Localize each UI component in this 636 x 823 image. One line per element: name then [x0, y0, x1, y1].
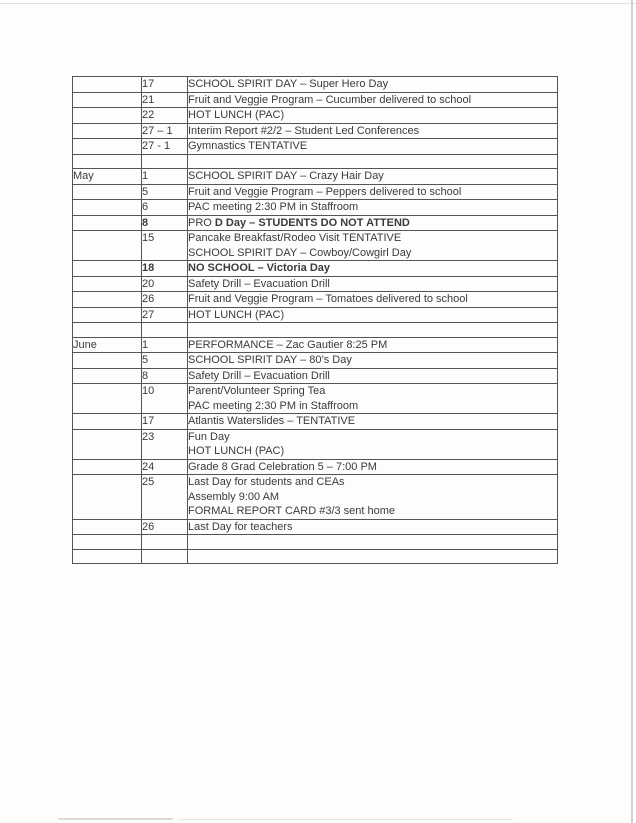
month-start-row [73, 337, 558, 353]
month-cell [73, 77, 142, 93]
scan-smudge [178, 819, 513, 820]
event-text-segment: Atlantis Waterslides – TENTATIVE [188, 415, 356, 427]
event-cell [188, 459, 558, 475]
month-cell [73, 368, 142, 384]
event-cell [188, 414, 558, 430]
event-text-segment: Gymnastics TENTATIVE [188, 140, 308, 152]
event-text-segment: HOT LUNCH (PAC) [188, 445, 285, 457]
day-cell: 18 [142, 261, 188, 277]
empty-row [73, 323, 558, 338]
month-cell [73, 123, 142, 139]
event-cell [188, 337, 558, 353]
day-cell [142, 535, 188, 550]
event-row [73, 292, 558, 308]
month-cell [73, 184, 142, 200]
day-cell: 25 [142, 475, 188, 520]
day-cell: 15 [142, 231, 188, 261]
scan-smudge [58, 818, 173, 820]
event-cell [188, 384, 558, 414]
event-line [188, 338, 557, 353]
day-cell: 5 [142, 184, 188, 200]
event-row [73, 77, 558, 93]
event-row [73, 475, 558, 520]
event-cell [188, 323, 558, 338]
month-cell [73, 200, 142, 216]
event-cell [188, 535, 558, 550]
event-cell [188, 307, 558, 323]
event-text-segment: NO SCHOOL – Victoria Day [188, 262, 331, 274]
event-cell [188, 353, 558, 369]
month-start-row [73, 169, 558, 185]
event-cell [188, 292, 558, 308]
day-cell [142, 549, 188, 564]
event-line [188, 124, 557, 139]
month-cell [73, 139, 142, 155]
day-cell: 22 [142, 108, 188, 124]
event-cell [188, 231, 558, 261]
day-cell: 27 - 1 [142, 139, 188, 155]
event-row [73, 215, 558, 231]
event-cell [188, 108, 558, 124]
event-line [188, 475, 557, 490]
day-cell: 20 [142, 276, 188, 292]
event-cell [188, 200, 558, 216]
event-text-segment: Safety Drill – Evacuation Drill [188, 277, 330, 290]
event-row [73, 184, 558, 200]
event-row [73, 519, 558, 535]
event-line [188, 353, 557, 368]
month-cell [73, 215, 142, 231]
event-text-segment: HOT LUNCH (PAC) [188, 109, 285, 121]
month-cell [73, 475, 142, 520]
event-row [73, 429, 558, 459]
event-line [188, 414, 557, 429]
calendar-table [72, 76, 558, 564]
event-line [188, 444, 557, 459]
event-cell [188, 276, 558, 292]
event-text-segment: SCHOOL SPIRIT DAY – Super Hero Day [188, 78, 389, 90]
month-cell [73, 459, 142, 475]
event-line [188, 261, 557, 276]
event-cell [188, 549, 558, 564]
month-cell [73, 414, 142, 430]
event-line [188, 93, 557, 108]
month-cell [73, 429, 142, 459]
month-cell [73, 384, 142, 414]
day-cell: 6 [142, 200, 188, 216]
month-cell: May [73, 169, 142, 185]
month-cell [73, 519, 142, 535]
month-cell [73, 261, 142, 277]
event-text-segment: PAC meeting 2:30 PM in Staffroom [188, 201, 359, 213]
event-text-segment: Fruit and Veggie Program – Tomatoes delivered to school [188, 293, 468, 305]
event-cell [188, 123, 558, 139]
empty-row [73, 549, 558, 564]
event-cell [188, 429, 558, 459]
event-text-segment: PAC meeting 2:30 PM in Staffroom [188, 399, 359, 412]
event-text-segment: Fruit and Veggie Program – Peppers delivered to school [188, 185, 462, 198]
month-cell [73, 154, 142, 169]
day-cell: 1 [142, 337, 188, 353]
event-row [73, 384, 558, 414]
day-cell: 8 [142, 215, 188, 231]
event-row [73, 108, 558, 124]
day-cell: 21 [142, 92, 188, 108]
month-cell [73, 307, 142, 323]
month-cell [73, 231, 142, 261]
event-text-segment: FORMAL REPORT CARD #3/3 sent home [188, 505, 396, 517]
event-row [73, 353, 558, 369]
day-cell [142, 323, 188, 338]
month-cell [73, 108, 142, 124]
month-cell: June [73, 337, 142, 353]
event-row [73, 139, 558, 155]
event-text-segment: PRO [188, 216, 215, 229]
event-text-segment: PERFORMANCE – Zac Gautier 8:25 PM [188, 338, 388, 351]
month-cell [73, 535, 142, 550]
event-row [73, 261, 558, 277]
event-cell [188, 154, 558, 169]
event-text-segment: Fruit and Veggie Program – Cucumber delivered to school [188, 93, 472, 106]
day-cell: 8 [142, 368, 188, 384]
event-line [188, 520, 557, 535]
event-text-segment: Pancake Breakfast/Rodeo Visit TENTATIVE [188, 232, 402, 244]
day-cell [142, 154, 188, 169]
event-line [188, 139, 557, 154]
event-text-segment: Last Day for teachers [188, 520, 293, 533]
empty-row [73, 535, 558, 550]
event-line [188, 430, 557, 445]
event-row [73, 200, 558, 216]
event-line [188, 308, 557, 323]
event-cell [188, 261, 558, 277]
event-line [188, 460, 557, 475]
event-text-segment: HOT LUNCH (PAC) [188, 308, 285, 321]
event-row [73, 123, 558, 139]
event-line [188, 292, 557, 307]
event-cell [188, 368, 558, 384]
event-cell [188, 169, 558, 185]
event-line [188, 200, 557, 215]
day-cell: 23 [142, 429, 188, 459]
event-row [73, 307, 558, 323]
event-cell [188, 215, 558, 231]
event-text-segment: Safety Drill – Evacuation Drill [188, 369, 330, 382]
day-cell: 5 [142, 353, 188, 369]
event-line [188, 185, 557, 200]
event-line [188, 369, 557, 384]
event-row [73, 459, 558, 475]
event-text-segment: Grade 8 Grad Celebration 5 – 7:00 PM [188, 460, 377, 473]
event-text-segment: Fun Day [188, 430, 230, 443]
calendar-table-body [73, 77, 558, 564]
event-row [73, 231, 558, 261]
day-cell: 27 [142, 307, 188, 323]
event-cell [188, 139, 558, 155]
event-line [188, 108, 557, 123]
month-cell [73, 323, 142, 338]
event-row [73, 414, 558, 430]
month-cell [73, 92, 142, 108]
empty-row [73, 154, 558, 169]
month-cell [73, 353, 142, 369]
event-cell [188, 519, 558, 535]
day-cell: 17 [142, 77, 188, 93]
event-cell [188, 184, 558, 200]
event-line [188, 246, 557, 261]
event-line [188, 399, 557, 414]
day-cell: 17 [142, 414, 188, 430]
event-cell [188, 92, 558, 108]
event-line [188, 77, 557, 92]
day-cell: 1 [142, 169, 188, 185]
event-row [73, 92, 558, 108]
event-cell [188, 475, 558, 520]
day-cell: 26 [142, 292, 188, 308]
event-text-segment: Last Day for students and CEAs [188, 476, 345, 488]
event-text-segment: SCHOOL SPIRIT DAY – Crazy Hair Day [188, 170, 384, 182]
event-line [188, 231, 557, 246]
event-line [188, 216, 557, 231]
month-cell [73, 292, 142, 308]
event-row [73, 368, 558, 384]
event-line [188, 504, 557, 519]
event-line [188, 277, 557, 292]
scan-edge-right [631, 0, 633, 823]
event-line [188, 490, 557, 505]
event-text-segment: SCHOOL SPIRIT DAY – 80’s Day [188, 354, 352, 366]
event-line [188, 169, 557, 184]
event-text-segment: SCHOOL SPIRIT DAY – Cowboy/Cowgirl Day [188, 246, 412, 259]
event-cell [188, 77, 558, 93]
month-cell [73, 549, 142, 564]
event-text-segment: Assembly 9:00 AM [188, 490, 280, 503]
event-line [188, 384, 557, 399]
day-cell: 10 [142, 384, 188, 414]
scan-edge-top [0, 3, 636, 4]
day-cell: 24 [142, 459, 188, 475]
event-text-segment: Parent/Volunteer Spring Tea [188, 385, 326, 397]
day-cell: 27 – 1 [142, 123, 188, 139]
event-text-segment: D Day – STUDENTS DO NOT ATTEND [214, 216, 410, 229]
event-text-segment: Interim Report #2/2 – Student Led Conferences [188, 124, 420, 137]
month-cell [73, 276, 142, 292]
event-row [73, 276, 558, 292]
day-cell: 26 [142, 519, 188, 535]
